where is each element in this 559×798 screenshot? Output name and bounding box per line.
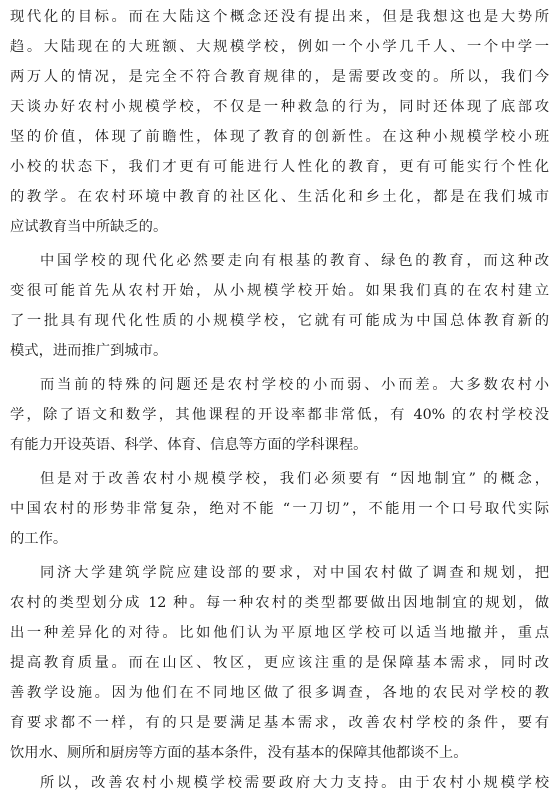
paragraph-first-line: 同济大学建筑学院应建设部的要求，对中国农村做了调查和规划，把: [40, 565, 549, 581]
text-line: 趋。大陆现在的大班额、大规模学校，例如一个小学几千人、一个中学一: [10, 39, 549, 55]
text-line: 有能力开设英语、科学、体育、信息等方面的学科课程。: [10, 437, 368, 453]
text-line: 坚的价值，体现了前瞻性，体现了教育的创新性。在这种小规模学校小班: [10, 129, 549, 145]
text-line: 饮用水、厕所和厨房等方面的基本条件，没有基本的保障其他都谈不上。: [10, 745, 468, 761]
paragraph-first-line: 所以，改善农村小规模学校需要政府大力支持。由于农村小规模学校: [40, 775, 549, 791]
text-line: 应试教育当中所缺乏的。: [10, 219, 168, 235]
paragraph-first-line: 而当前的特殊的问题还是农村学校的小而弱、小而差。大多数农村小: [40, 377, 549, 393]
text-line: 的工作。: [10, 531, 68, 547]
text-line: 两万人的情况，是完全不符合教育规律的，是需要改变的。所以，我们今: [10, 69, 549, 85]
text-line: 变很可能首先从农村开始，从小规模学校开始。如果我们真的在农村建立: [10, 283, 549, 299]
text-line: 模式，进而推广到城市。: [10, 343, 168, 359]
paragraph-first-line: 但是对于改善农村小规模学校，我们必须要有 “因地制宜” 的概念，: [40, 471, 549, 487]
text-line: 了一批具有现代化性质的小规模学校，它就有可能成为中国总体教育新的: [10, 313, 549, 329]
text-line: 出一种差异化的对待。比如他们认为平原地区学校可以适当地撤并，重点: [10, 625, 549, 641]
text-line: 的教学。在农村环境中教育的社区化、生活化和乡土化，都是在我们城市: [10, 189, 549, 205]
text-line: 提高教育质量。而在山区、牧区，更应该注重的是保障基本需求，同时改: [10, 655, 549, 671]
text-line: 农村的类型划分成 12 种。每一种农村的类型都要做出因地制宜的规划，做: [10, 595, 549, 611]
text-line: 学，除了语文和数学，其他课程的开设率都非常低，有 40% 的农村学校没: [10, 407, 549, 423]
text-line: 育要求都不一样，有的只是要满足基本需求，改善农村学校的条件，要有: [10, 715, 549, 731]
text-line: 中国农村的形势非常复杂，绝对不能 “一刀切”，不能用一个口号取代实际: [10, 501, 549, 517]
text-line: 天谈办好农村小规模学校，不仅是一种救急的行为，同时还体现了底部攻: [10, 99, 549, 115]
text-line: 小校的状态下，我们才更有可能进行人性化的教育，更有可能实行个性化: [10, 159, 549, 175]
paragraph-first-line: 中国学校的现代化必然要走向有根基的教育、绿色的教育，而这种改: [40, 253, 549, 269]
text-line: 善教学设施。因为他们在不同地区做了很多调查，各地的农民对学校的教: [10, 685, 549, 701]
text-line: 现代化的目标。而在大陆这个概念还没有提出来，但是我想这也是大势所: [10, 9, 549, 25]
